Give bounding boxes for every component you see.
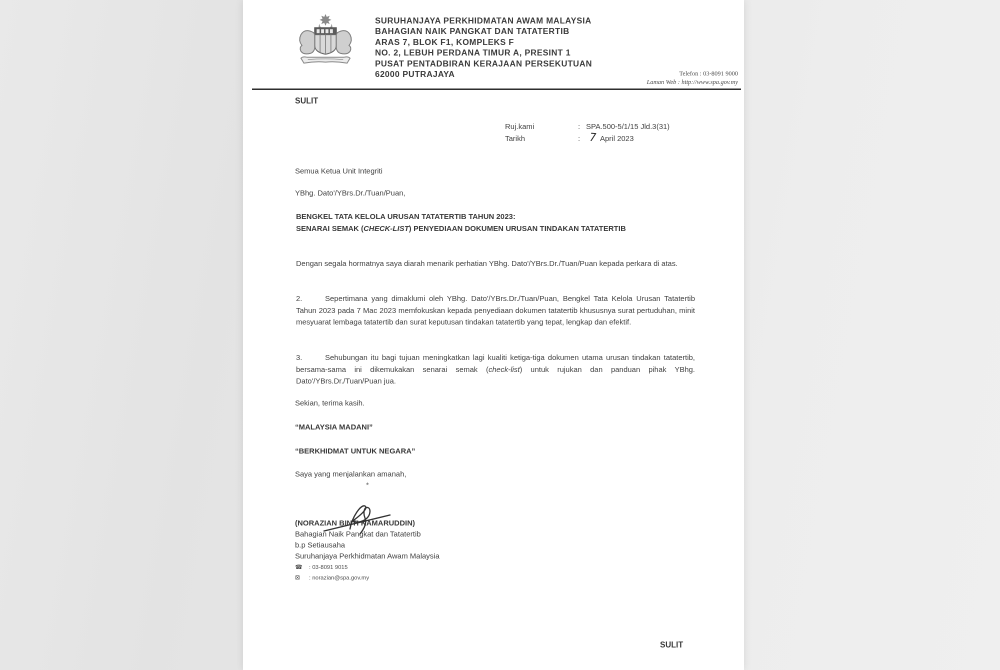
reference-block [505,121,670,145]
signer-name: (NORAZIAN BINTI KAMARUDDIN) [295,519,415,528]
website-line: Laman Web : http://www.spa.gov.my [646,78,738,86]
signer-phone-row [295,562,440,573]
letterhead-org-block [375,16,592,80]
classification-top: SULIT [295,97,319,106]
slogan-madani: “MALAYSIA MADANI” [295,423,373,432]
signer-email-row [295,573,440,584]
paragraph-3-italic: check-list [488,365,520,374]
letterhead-contact [647,70,738,87]
telephone-icon: ☎ [295,563,303,571]
letter-page [243,0,744,670]
signature-scribble [318,500,396,537]
signer-email: : norazian@spa.gov.my [309,575,370,581]
paragraph-3 [296,352,695,387]
classification-bottom: SULIT [660,641,684,650]
subject-line2-post: ) PENYEDIAAN DOKUMEN URUSAN TINDAKAN TATATERTIB [408,224,626,233]
subject-line2-italic: CHECK-LIST [363,224,409,233]
signer-bp: b.p Setiausaha [295,541,346,550]
org-name-line: SURUHANJAYA PERKHIDMATAN AWAM MALAYSIA [375,16,592,26]
pen-mark: * [366,481,369,490]
subject-line2-pre: SENARAI SEMAK ( [296,224,364,233]
signer-org: Suruhanjaya Perkhidmatan Awam Malaysia [295,552,440,561]
ref-colon: : [578,122,581,131]
signer-phone: : 03-8091 9015 [309,564,348,571]
signer-dept: Bahagian Naik Pangkat dan Tatatertib [295,530,421,539]
paragraph-3-post: ) untuk rujukan dan panduan pihak YBhg. Dato'/YBrs.Dr./Tuan/Puan jua. [296,365,696,386]
date-value: April 2023 [600,134,634,143]
closing-amanah: Saya yang menjalankan amanah, [295,470,407,479]
handwritten-date-day: 7 [587,131,598,145]
ref-row [505,121,670,133]
paragraph-1: Dengan segala hormatnya saya diarah menarik perhatian YBhg. Dato'/YBrs.Dr./Tuan/Puan kepada perkara di atas. [296,259,678,268]
slogan-berkhidmat: “BERKHIDMAT UNTUK NEGARA” [295,447,416,456]
org-address-line: ARAS 7, BLOK F1, KOMPLEKS F [375,37,515,47]
recipient-line: Semua Ketua Unit Integriti [295,167,383,176]
org-address-line: PUSAT PENTADBIRAN KERAJAAN PERSEKUTUAN [375,58,593,69]
org-division-line: BAHAGIAN NAIK PANGKAT DAN TATATERTIB [375,26,570,37]
envelope-icon: ⊠ [295,574,301,581]
letterhead-divider [252,89,741,91]
salutation-line: YBhg. Dato'/YBrs.Dr./Tuan/Puan, [295,189,406,198]
org-postcode-line: 62000 PUTRAJAYA [375,69,455,80]
paragraph-2 [296,293,695,328]
subject-heading [296,211,695,235]
org-address-line: NO. 2, LEBUH PERDANA TIMUR A, PRESINT 1 [375,48,571,58]
paragraph-2-number: 2. [296,294,303,303]
ref-label: Ruj.kami [505,122,535,131]
telefon-line: Telefon : 03-8091 9000 [679,70,738,77]
paragraph-3-pre: Sehubungan itu bagi tujuan meningkatkan lagi kualiti ketiga-tiga dokumen utama urusan tindakan tatatertib, bersama-sama ini dikemukakan senarai semak ( [296,353,695,374]
paragraph-2-text: Sepertimana yang dimaklumi oleh YBhg. Dato'/YBrs.Dr./Tuan/Puan, Bengkel Tata Kelola Urusan Tatatertib Tahun 2023 pada 7 Mac 2023 memfokuskan kepada penyediaan dokumen tatatertib khususnya surat pertuduhan, minit mesyuarat lembaga tatatertib dan surat keputusan tindakan tatatertib yang tepat, lengkap dan efektif. [296,294,695,327]
subject-line1: BENGKEL TATA KELOLA URUSAN TATATERTIB TAHUN 2023: [296,212,516,221]
paragraph-3-number: 3. [296,353,303,362]
date-row [505,133,670,145]
ref-value: SPA.500-5/1/15 Jld.3(31) [586,122,670,131]
date-label: Tarikh [505,134,526,143]
coat-of-arms-icon [296,13,355,68]
closing-thanks: Sekian, terima kasih. [295,399,365,408]
date-colon: : [578,134,581,143]
